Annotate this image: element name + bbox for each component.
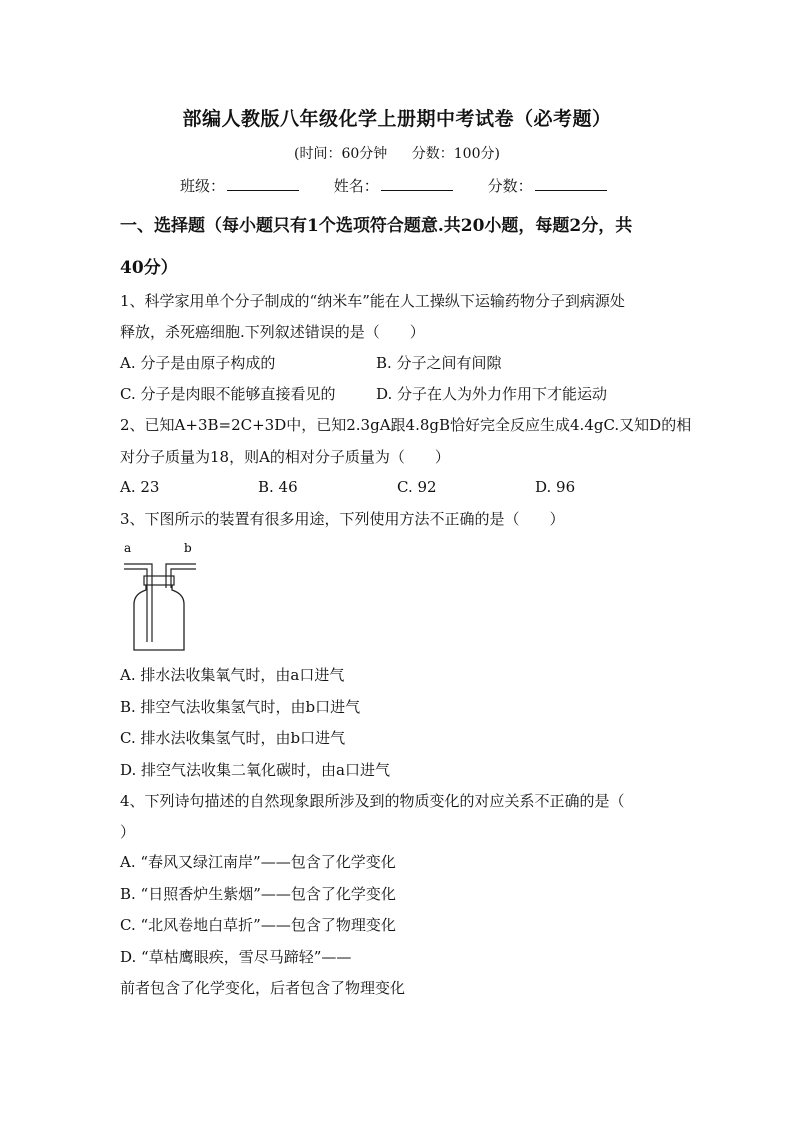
page-title: 部编人教版八年级化学上册期中考试卷（必考题） bbox=[182, 108, 612, 130]
question-2-option-b: B. 46 bbox=[258, 478, 298, 496]
question-3-option-b: B. 排空气法收集氢气时，由b口进气 bbox=[120, 698, 361, 716]
question-4-option-b: B. “日照香炉生紫烟”——包含了化学变化 bbox=[120, 885, 396, 903]
exam-meta bbox=[0, 143, 794, 163]
question-4-option-d: D. “草枯鹰眼疾，雪尽马蹄轻”—— bbox=[120, 948, 352, 966]
bottle-stopper bbox=[144, 576, 174, 585]
question-1-option-a: A. 分子是由原子构成的 bbox=[120, 354, 276, 372]
student-info-line bbox=[180, 175, 637, 196]
question-2-stem-cont: 对分子质量为18，则A的相对分子质量为（ ） bbox=[120, 448, 450, 466]
tube-label-a: a bbox=[124, 541, 132, 555]
gas-bottle bbox=[134, 585, 184, 650]
question-1-option-b: B. 分子之间有间隙 bbox=[376, 354, 502, 372]
question-4-stem-cont: ） bbox=[120, 823, 136, 841]
question-1-option-c: C. 分子是肉眼不能够直接看见的 bbox=[120, 385, 336, 403]
question-1-stem: 1、科学家用单个分子制成的“纳米车”能在人工操纵下运输药物分子到病源处 bbox=[120, 292, 625, 310]
section-heading: 一、选择题（每小题只有1个选项符合题意.共20小题，每题2分，共 bbox=[120, 216, 633, 236]
score-label: 分数： bbox=[487, 177, 533, 195]
question-3-option-d: D. 排空气法收集二氧化碳时，由a口进气 bbox=[120, 761, 390, 779]
question-3-option-a: A. 排水法收集氧气时，由a口进气 bbox=[120, 666, 345, 684]
question-1-option-d: D. 分子在人为外力作用下才能运动 bbox=[376, 385, 608, 403]
name-label: 姓名： bbox=[333, 177, 379, 195]
score-blank bbox=[535, 176, 607, 191]
short-tube-inner bbox=[171, 569, 196, 588]
question-4-option-a: A. “春风又绿江南岸”——包含了化学变化 bbox=[120, 853, 396, 871]
question-4-stem: 4、下列诗句描述的自然现象跟所涉及到的物质变化的对应关系不正确的是（ bbox=[120, 792, 625, 810]
gas-bottle-diagram bbox=[118, 538, 200, 654]
exam-total-score: 分数：100分) bbox=[411, 146, 500, 162]
question-2-stem: 2、已知A+3B=2C+3D中，已知2.3gA跟4.8gB恰好完全反应生成4.4gC.又知D的相 bbox=[120, 416, 692, 434]
question-3-stem: 3、下图所示的装置有很多用途，下列使用方法不正确的是（ ） bbox=[120, 510, 565, 528]
question-4-option-d-cont: 前者包含了化学变化，后者包含了物理变化 bbox=[120, 979, 406, 997]
class-label: 班级： bbox=[180, 177, 226, 195]
exam-time: (时间：60分钟 bbox=[294, 146, 388, 162]
question-1-stem-cont: 释放，杀死癌细胞.下列叙述错误的是（ ） bbox=[120, 323, 425, 341]
name-blank bbox=[381, 176, 453, 191]
class-blank bbox=[227, 176, 299, 191]
question-2-option-c: C. 92 bbox=[397, 478, 437, 496]
section-heading-cont: 40分） bbox=[120, 258, 178, 278]
question-4-option-c: C. “北风卷地白草折”——包含了物理变化 bbox=[120, 916, 396, 934]
question-2-option-d: D. 96 bbox=[535, 478, 576, 496]
question-3-option-c: C. 排水法收集氢气时，由b口进气 bbox=[120, 729, 346, 747]
question-2-option-a: A. 23 bbox=[120, 478, 160, 496]
tube-label-b: b bbox=[184, 541, 192, 555]
